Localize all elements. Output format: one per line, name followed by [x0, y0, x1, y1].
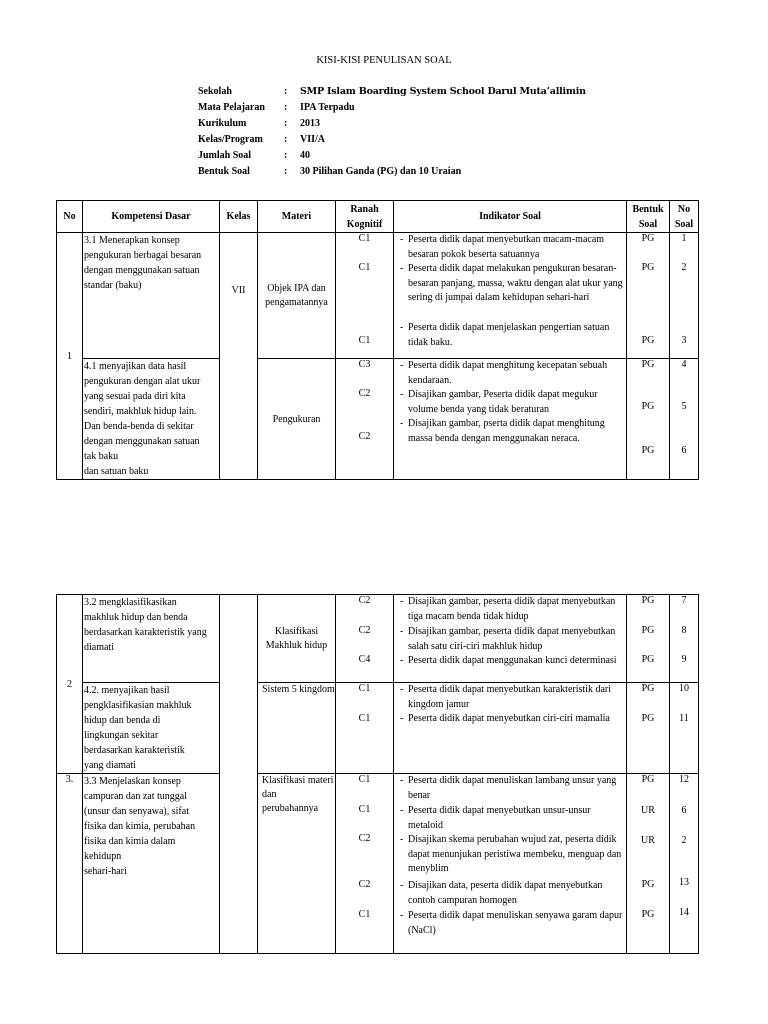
indikator-cell — [394, 683, 627, 774]
bentuk-value: PG — [641, 625, 655, 636]
no-soal-value: 10 — [679, 683, 689, 694]
no-soal-value: 5 — [681, 401, 687, 412]
row-number — [57, 595, 83, 774]
kd-line: pengukuran berbagai besaran — [84, 250, 202, 261]
kompetensi-dasar-cell — [83, 233, 220, 359]
ranah-value: C2 — [358, 388, 371, 399]
info-key: Kelas/Program — [198, 134, 263, 145]
kd-line: dengan menggunakan satuan — [84, 436, 200, 447]
header-no: No — [57, 201, 83, 233]
bentuk-value: PG — [641, 654, 655, 665]
ranah-value: C1 — [358, 713, 371, 724]
kd-line: diamati — [84, 642, 114, 653]
indikator-cell — [394, 774, 627, 954]
info-row-school — [198, 84, 586, 100]
kd-line: standar (baku) — [84, 280, 142, 291]
table-row — [57, 683, 699, 774]
header-bentuk-soal: Bentuk Soal — [627, 201, 670, 233]
no-soal-value: 1 — [681, 233, 687, 244]
no-soal-value: 9 — [681, 654, 687, 665]
info-colon: : — [284, 102, 288, 113]
indikator-item: - Disajikan gambar, Peserta didik dapat megukur volume benda yang tidak beraturan — [398, 388, 624, 417]
ranah-value: C1 — [358, 909, 371, 920]
kd-line: yang sesuai pada diri kita — [84, 391, 186, 402]
kd-line: Dan benda-benda di sekitar — [84, 421, 194, 432]
indikator-item: - Peserta didik dapat menyebutkan unsur-unsur metaloid — [398, 804, 624, 833]
row-number — [57, 233, 83, 480]
info-row-form — [198, 164, 586, 180]
kd-line: lingkungan sekitar — [84, 730, 159, 741]
kompetensi-dasar-cell — [83, 774, 220, 954]
ranah-value: C1 — [358, 262, 371, 273]
ranah-value: C1 — [358, 774, 371, 785]
grid-table-1 — [56, 200, 699, 480]
indikator-item: - Disajikan gambar, peserta didik dapat menyebutkan tiga macam benda tidak hidup — [398, 595, 624, 624]
no-soal-value: 12 — [679, 774, 689, 785]
kd-line: fisika dan kimia, perubahan — [84, 821, 196, 832]
table-row — [57, 774, 699, 954]
table-row — [57, 233, 699, 359]
no-soal-value: 2 — [681, 262, 687, 273]
no-soal-cell — [670, 233, 699, 359]
info-colon: : — [284, 86, 288, 97]
indikator-item: - Disajikan data, peserta didik dapat menyebutkan contoh campuran homogen — [398, 879, 624, 908]
no-soal-value: 8 — [681, 625, 687, 636]
bentuk-value: PG — [641, 909, 655, 920]
bentuk-cell — [627, 774, 670, 954]
materi-cell — [258, 233, 336, 359]
info-row-curriculum — [198, 116, 586, 132]
kd-line: fisika dan kimia dalam — [84, 836, 176, 847]
table-row — [57, 595, 699, 683]
materi-text: Objek IPA dan pengamatannya — [265, 282, 328, 308]
bentuk-value: UR — [641, 805, 655, 816]
info-key: Kurikulum — [198, 118, 247, 129]
kd-line: 4.2. menyajikan hasil — [84, 685, 170, 696]
bentuk-value: PG — [641, 262, 655, 273]
kd-line: dan satuan baku — [84, 466, 149, 477]
materi-cell — [258, 359, 336, 480]
bentuk-value: PG — [641, 595, 655, 606]
indikator-cell — [394, 233, 627, 359]
row-number-text: 2 — [67, 678, 72, 690]
info-colon: : — [284, 166, 288, 177]
kd-line: sehari-hari — [84, 866, 127, 877]
info-value: 2013 — [300, 118, 320, 129]
no-soal-value: 2 — [681, 835, 687, 846]
bentuk-value: PG — [641, 774, 655, 785]
ranah-value: C1 — [358, 683, 371, 694]
indikator-cell — [394, 359, 627, 480]
kd-line: 3.3 Menjelaskan konsep — [84, 776, 181, 787]
kd-line: pengklasifikasian makhluk — [84, 700, 192, 711]
kelas-text: VII — [231, 285, 246, 296]
kd-line: pengukuran dengan alat ukur — [84, 376, 201, 387]
row-number — [57, 774, 83, 954]
kd-line: yang diamati — [84, 760, 136, 771]
ranah-cell — [336, 359, 394, 480]
indikator-item: - Peserta didik dapat menggunakan kunci determinasi — [398, 654, 624, 669]
grid-table-2 — [56, 594, 699, 954]
ranah-cell — [336, 595, 394, 683]
bentuk-value: PG — [641, 233, 655, 244]
no-soal-value: 11 — [679, 713, 689, 724]
kd-line: 3.2 mengklasifikasikan — [84, 597, 177, 608]
no-soal-value: 13 — [679, 877, 689, 888]
no-soal-value: 4 — [681, 359, 687, 370]
indikator-item: - Peserta didik dapat menghitung kecepatan sebuah kendaraan. — [398, 359, 624, 388]
materi-text: Pengukuran — [272, 413, 321, 425]
kd-line: makhluk hidup dan benda — [84, 612, 188, 623]
header-ranah-kognitif: Ranah Kognitif — [336, 201, 394, 233]
no-soal-cell — [670, 774, 699, 954]
materi-text: Klasifikasi Makhluk hidup — [265, 626, 328, 651]
info-row-count — [198, 148, 586, 164]
ranah-value: C2 — [358, 431, 371, 442]
kd-line: hidup dan benda di — [84, 715, 161, 726]
kd-line: kehidupn — [84, 851, 122, 862]
info-colon: : — [284, 118, 288, 129]
kd-line: 4.1 menyajikan data hasil — [84, 361, 187, 372]
kompetensi-dasar-cell — [83, 359, 220, 480]
kd-line: berdasarkan karakteristik yang — [84, 627, 207, 638]
bentuk-value: PG — [641, 879, 655, 890]
no-soal-value: 7 — [681, 595, 687, 606]
bentuk-cell — [627, 595, 670, 683]
bentuk-cell — [627, 233, 670, 359]
materi-cell — [258, 774, 336, 954]
document-title: KISI-KISI PENULISAN SOAL — [316, 55, 452, 66]
kd-line: (unsur dan senyawa), sifat — [84, 806, 189, 817]
materi-text: Sistem 5 kingdom — [262, 684, 335, 695]
indikator-item: - Peserta didik dapat menuliskan senyawa garam dapur (NaCl) — [398, 909, 624, 938]
ranah-value: C1 — [358, 233, 371, 244]
no-soal-value: 6 — [681, 445, 687, 456]
info-key: Mata Pelajaran — [198, 102, 265, 113]
bentuk-value: PG — [641, 683, 655, 694]
bentuk-value: PG — [641, 401, 655, 412]
info-table — [198, 84, 586, 180]
ranah-value: C3 — [358, 359, 371, 370]
info-value: SMP Islam Boarding System School Darul Muta’allimin — [300, 86, 586, 97]
kd-line: 3.1 Menerapkan konsep — [84, 235, 180, 246]
kd-line: dengan menggunakan satuan — [84, 265, 200, 276]
no-soal-cell — [670, 683, 699, 774]
indikator-item: - Peserta didik dapat menuliskan lambang unsur yang benar — [398, 774, 624, 803]
indikator-item: - Peserta didik dapat melakukan pengukuran besaran-besaran panjang, massa, waktu dengan alat ukur yang sering di jumpai dalam kehidupan sehari-hari — [398, 262, 624, 306]
indikator-item: - Peserta didik dapat menyebutkan ciri-ciri mamalia — [398, 712, 624, 727]
indikator-item: - Peserta didik dapat menjelaskan pengertian satuan tidak baku. — [398, 321, 624, 350]
no-soal-value: 14 — [679, 907, 689, 918]
info-value: 30 Pilihan Ganda (PG) dan 10 Uraian — [300, 166, 462, 177]
header-kelas: Kelas — [220, 201, 258, 233]
kelas-cell — [220, 595, 258, 954]
ranah-value: C1 — [358, 335, 371, 346]
header-kompetensi-dasar: Kompetensi Dasar — [83, 201, 220, 233]
kompetensi-dasar-cell — [83, 683, 220, 774]
info-row-class — [198, 132, 586, 148]
info-value: IPA Terpadu — [300, 102, 355, 113]
info-key: Sekolah — [198, 86, 232, 97]
materi-cell — [258, 595, 336, 683]
kd-line: tak baku — [84, 451, 119, 462]
ranah-value: C2 — [358, 625, 371, 636]
ranah-value: C1 — [358, 804, 371, 815]
ranah-value: C2 — [358, 595, 371, 606]
kelas-cell — [220, 233, 258, 480]
no-soal-value: 3 — [681, 335, 687, 346]
info-row-subject — [198, 100, 586, 116]
bentuk-cell — [627, 359, 670, 480]
bentuk-value: PG — [641, 445, 655, 456]
ranah-value: C2 — [358, 879, 371, 890]
header-indikator-soal: Indikator Soal — [394, 201, 627, 233]
kd-line: sendiri, makhluk hidup lain. — [84, 406, 197, 417]
indikator-item: - Disajikan gambar, peserta didik dapat menyebutkan salah satu ciri-ciri makhluk hidup — [398, 625, 624, 654]
ranah-cell — [336, 774, 394, 954]
no-soal-cell — [670, 595, 699, 683]
info-key: Bentuk Soal — [198, 166, 250, 177]
ranah-value: C4 — [358, 654, 371, 665]
indikator-item: - Disajikan skema perubahan wujud zat, peserta didik dapat menunjukan peristiwa membeku, menguap dan menyblim — [398, 833, 624, 877]
bentuk-cell — [627, 683, 670, 774]
row-number-text: 3. — [65, 774, 74, 785]
indikator-item: - Peserta didik dapat menyebutkan karakteristik dari kingdom jamur — [398, 683, 624, 712]
header-materi: Materi — [258, 201, 336, 233]
materi-cell — [258, 683, 336, 774]
header-no-soal: No Soal — [670, 201, 699, 233]
kompetensi-dasar-cell — [83, 595, 220, 683]
info-colon: : — [284, 150, 288, 161]
info-colon: : — [284, 134, 288, 145]
header-row — [57, 201, 699, 233]
bentuk-value: PG — [641, 359, 655, 370]
kd-line: campuran dan zat tunggal — [84, 791, 188, 802]
bentuk-value: PG — [641, 713, 655, 724]
bentuk-value: PG — [641, 335, 655, 346]
info-value: VII/A — [300, 134, 326, 145]
table-row — [57, 359, 699, 480]
indikator-item: - Peserta didik dapat menyebutkan macam-macam besaran pokok beserta satuannya — [398, 233, 624, 262]
info-value: 40 — [300, 150, 310, 161]
ranah-cell — [336, 233, 394, 359]
indikator-item: - Disajikan gambar, pserta didik dapat menghitung massa benda dengan menggunakan neraca. — [398, 417, 624, 446]
indikator-cell — [394, 595, 627, 683]
ranah-value: C2 — [358, 833, 371, 844]
materi-text: Klasifikasi materi dan perubahannya — [262, 775, 334, 814]
ranah-cell — [336, 683, 394, 774]
no-soal-value: 6 — [681, 805, 687, 816]
bentuk-value: UR — [641, 835, 655, 846]
row-number-text: 1 — [67, 350, 72, 362]
kd-line: berdasarkan karakteristik — [84, 745, 185, 756]
no-soal-cell — [670, 359, 699, 480]
info-key: Jumlah Soal — [198, 150, 252, 161]
